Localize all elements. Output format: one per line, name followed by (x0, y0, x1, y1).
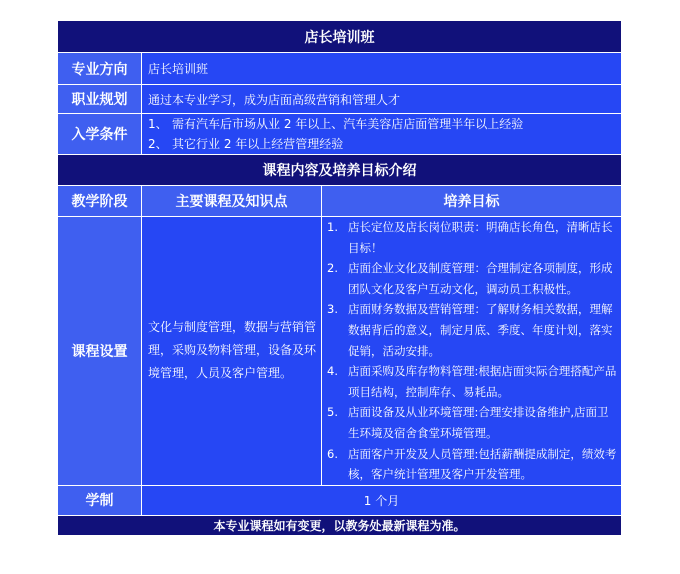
goal-text: 店面采购及库存物料管理:根据店面实际合理搭配产品项目结构，控制库存、易耗品。 (348, 364, 617, 399)
goal-item (322, 258, 621, 299)
admission-item-text: 需有汽车后市场从业 2 年以上、汽车美容店店面管理半年以上经验 (172, 117, 524, 131)
training-goals (322, 217, 622, 486)
goal-number: 3. (327, 302, 338, 317)
course-page (57, 20, 621, 546)
goal-item (322, 361, 621, 402)
goal-number: 6. (327, 446, 338, 461)
admission-item (148, 134, 621, 154)
admission-item (148, 114, 621, 134)
goal-text: 店面设备及从业环境管理:合理安排设备维护,店面卫生环境及宿舍食堂环境管理。 (348, 405, 609, 440)
header-courses: 主要课程及知识点 (142, 186, 322, 217)
goal-text: 店面企业文化及制度管理：合理制定各项制度，形成团队文化及客户互动文化，调动员工积极性。 (348, 261, 613, 296)
admission-item-number: 1、 (148, 117, 168, 131)
goal-item (322, 444, 621, 485)
major-label: 专业方向 (58, 53, 142, 85)
duration-value: 1 个月 (142, 485, 622, 515)
admission-label: 入学条件 (58, 114, 142, 155)
career-label: 职业规划 (58, 85, 142, 114)
goal-item (322, 217, 621, 258)
career-value: 通过本专业学习，成为店面高级营销和管理人才 (142, 85, 622, 114)
header-stage: 教学阶段 (58, 186, 142, 217)
goal-number: 4. (327, 364, 338, 379)
page-title: 店长培训班 (58, 21, 622, 53)
goals-list (322, 217, 621, 485)
goal-number: 5. (327, 405, 338, 420)
goal-item (322, 402, 621, 443)
major-value: 店长培训班 (142, 53, 622, 85)
section-title: 课程内容及培养目标介绍 (58, 155, 622, 186)
goal-number: 2. (327, 261, 338, 276)
footer-note: 本专业课程如有变更，以教务处最新课程为准。 (58, 515, 622, 535)
duration-label: 学制 (58, 485, 142, 515)
goal-text: 店面财务数据及营销管理：了解财务相关数据，理解数据背后的意义，制定月底、季度、年度计划，落实促销，活动安排。 (348, 302, 613, 358)
goal-text: 店面客户开发及人员管理:包括薪酬提成制定，绩效考核，客户统计管理及客户开发管理。 (348, 446, 617, 482)
header-goals: 培养目标 (322, 186, 622, 217)
admission-item-number: 2、 (148, 137, 168, 151)
goal-item (322, 299, 621, 361)
admission-requirements (142, 114, 622, 155)
goal-number: 1. (327, 220, 338, 234)
curriculum-knowledge: 文化与制度管理，数据与营销管理，采购及物料管理，设备及环境管理，人员及客户管理。 (142, 217, 322, 486)
curriculum-label: 课程设置 (58, 217, 142, 486)
admission-item-text: 其它行业 2 年以上经营管理经验 (172, 137, 344, 151)
goal-text: 店长定位及店长岗位职责：明确店长角色，清晰店长目标！ (348, 220, 613, 255)
course-table (57, 20, 622, 536)
